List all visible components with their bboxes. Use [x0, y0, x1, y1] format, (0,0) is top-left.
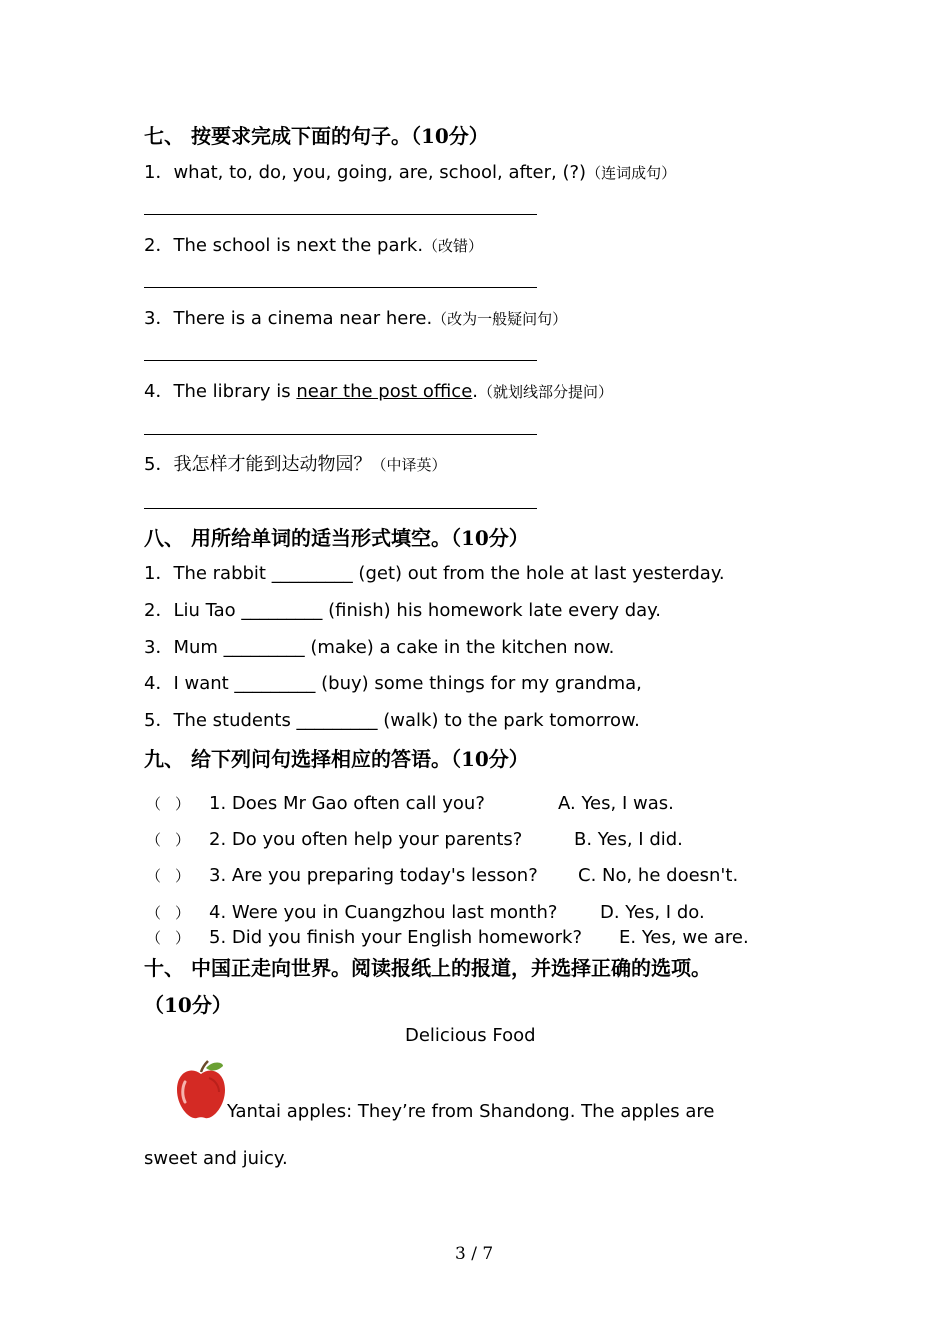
s7-item-3-hint: （改为一般疑问句）: [432, 310, 568, 328]
s7-item-4-pre: 4．The library is: [144, 381, 297, 402]
passage-line-1: Yantai apples: They’re from Shandong. The apples are: [227, 1101, 715, 1122]
page-number: 3 / 7: [455, 1244, 494, 1264]
s9-question-5: 5. Did you finish your English homework?: [209, 927, 583, 948]
s7-item-2-hint: （改错）: [423, 237, 484, 255]
s8-item-1: 1．The rabbit _________ (get) out from the hole at last yesterday.: [144, 563, 725, 584]
s8-item-3: 3．Mum _________ (make) a cake in the kitchen now.: [144, 637, 615, 658]
answer-line-1: [144, 214, 537, 215]
section-8-title: 八、 用所给单词的适当形式填空。（10分）: [144, 526, 529, 550]
s9-paren-close: ）: [175, 904, 191, 922]
s7-item-2: [144, 231, 483, 257]
s9-row-5: [146, 927, 190, 948]
s9-answer-d: D. Yes, I do.: [600, 902, 705, 923]
section-10-score: （10分）: [144, 993, 232, 1017]
s9-row-4: [146, 902, 190, 923]
s7-item-2-text: 2．The school is next the park.: [144, 235, 424, 256]
s7-item-4-underlined: near the post office: [296, 381, 473, 402]
s7-item-1: [144, 158, 676, 184]
s9-answer-b: B. Yes, I did.: [574, 829, 683, 850]
s9-row-3: [146, 865, 190, 886]
s9-paren-close: ）: [175, 795, 191, 813]
s7-item-5-hint: （中译英）: [371, 456, 447, 474]
s7-item-4: [144, 377, 613, 403]
s9-row-2: [146, 829, 190, 850]
s7-item-3-text: 3．There is a cinema near here.: [144, 308, 433, 329]
s9-paren-open: （: [146, 795, 162, 813]
s9-paren-open: （: [146, 867, 162, 885]
section-9-title: 九、 给下列问句选择相应的答语。（10分）: [144, 747, 529, 771]
s9-question-3: 3. Are you preparing today's lesson?: [209, 865, 538, 886]
passage-title: Delicious Food: [405, 1025, 536, 1046]
s7-item-5: [144, 450, 446, 476]
s9-paren-open: （: [146, 831, 162, 849]
s7-item-1-text: 1．what, to, do, you, going, are, school, after, (?): [144, 162, 587, 183]
s9-paren-close: ）: [175, 929, 191, 947]
s8-item-5: 5．The students _________ (walk) to the park tomorrow.: [144, 710, 640, 731]
s9-question-2: 2. Do you often help your parents?: [209, 829, 523, 850]
s9-answer-e: E. Yes, we are.: [619, 927, 749, 948]
s7-item-1-hint: （连词成句）: [586, 164, 677, 182]
section-7-title: 七、 按要求完成下面的句子。（10分）: [144, 124, 489, 148]
apple-icon: [173, 1060, 229, 1122]
s9-question-4: 4. Were you in Cuangzhou last month?: [209, 902, 558, 923]
s9-answer-a: A. Yes, I was.: [558, 793, 674, 814]
passage-line-2: sweet and juicy.: [144, 1148, 288, 1169]
s9-paren-open: （: [146, 929, 162, 947]
s9-paren-close: ）: [175, 867, 191, 885]
s9-paren-open: （: [146, 904, 162, 922]
s7-item-5-text: 5．我怎样才能到达动物园？: [144, 454, 372, 475]
s7-item-4-hint: （就划线部分提问）: [478, 383, 614, 401]
s8-item-4: 4．I want _________ (buy) some things for my grandma,: [144, 673, 642, 694]
s7-item-3: [144, 304, 567, 330]
s9-answer-c: C. No, he doesn't.: [578, 865, 739, 886]
s7-item-4-post: .: [472, 381, 479, 402]
answer-line-4: [144, 434, 537, 435]
answer-line-3: [144, 360, 537, 361]
s9-row-1: [146, 793, 190, 814]
answer-line-2: [144, 287, 537, 288]
answer-line-5: [144, 508, 537, 509]
s8-item-2: 2．Liu Tao _________ (finish) his homework late every day.: [144, 600, 661, 621]
s9-question-1: 1. Does Mr Gao often call you?: [209, 793, 485, 814]
s9-paren-close: ）: [175, 831, 191, 849]
section-10-title: 十、 中国正走向世界。阅读报纸上的报道，并选择正确的选项。: [144, 956, 711, 980]
